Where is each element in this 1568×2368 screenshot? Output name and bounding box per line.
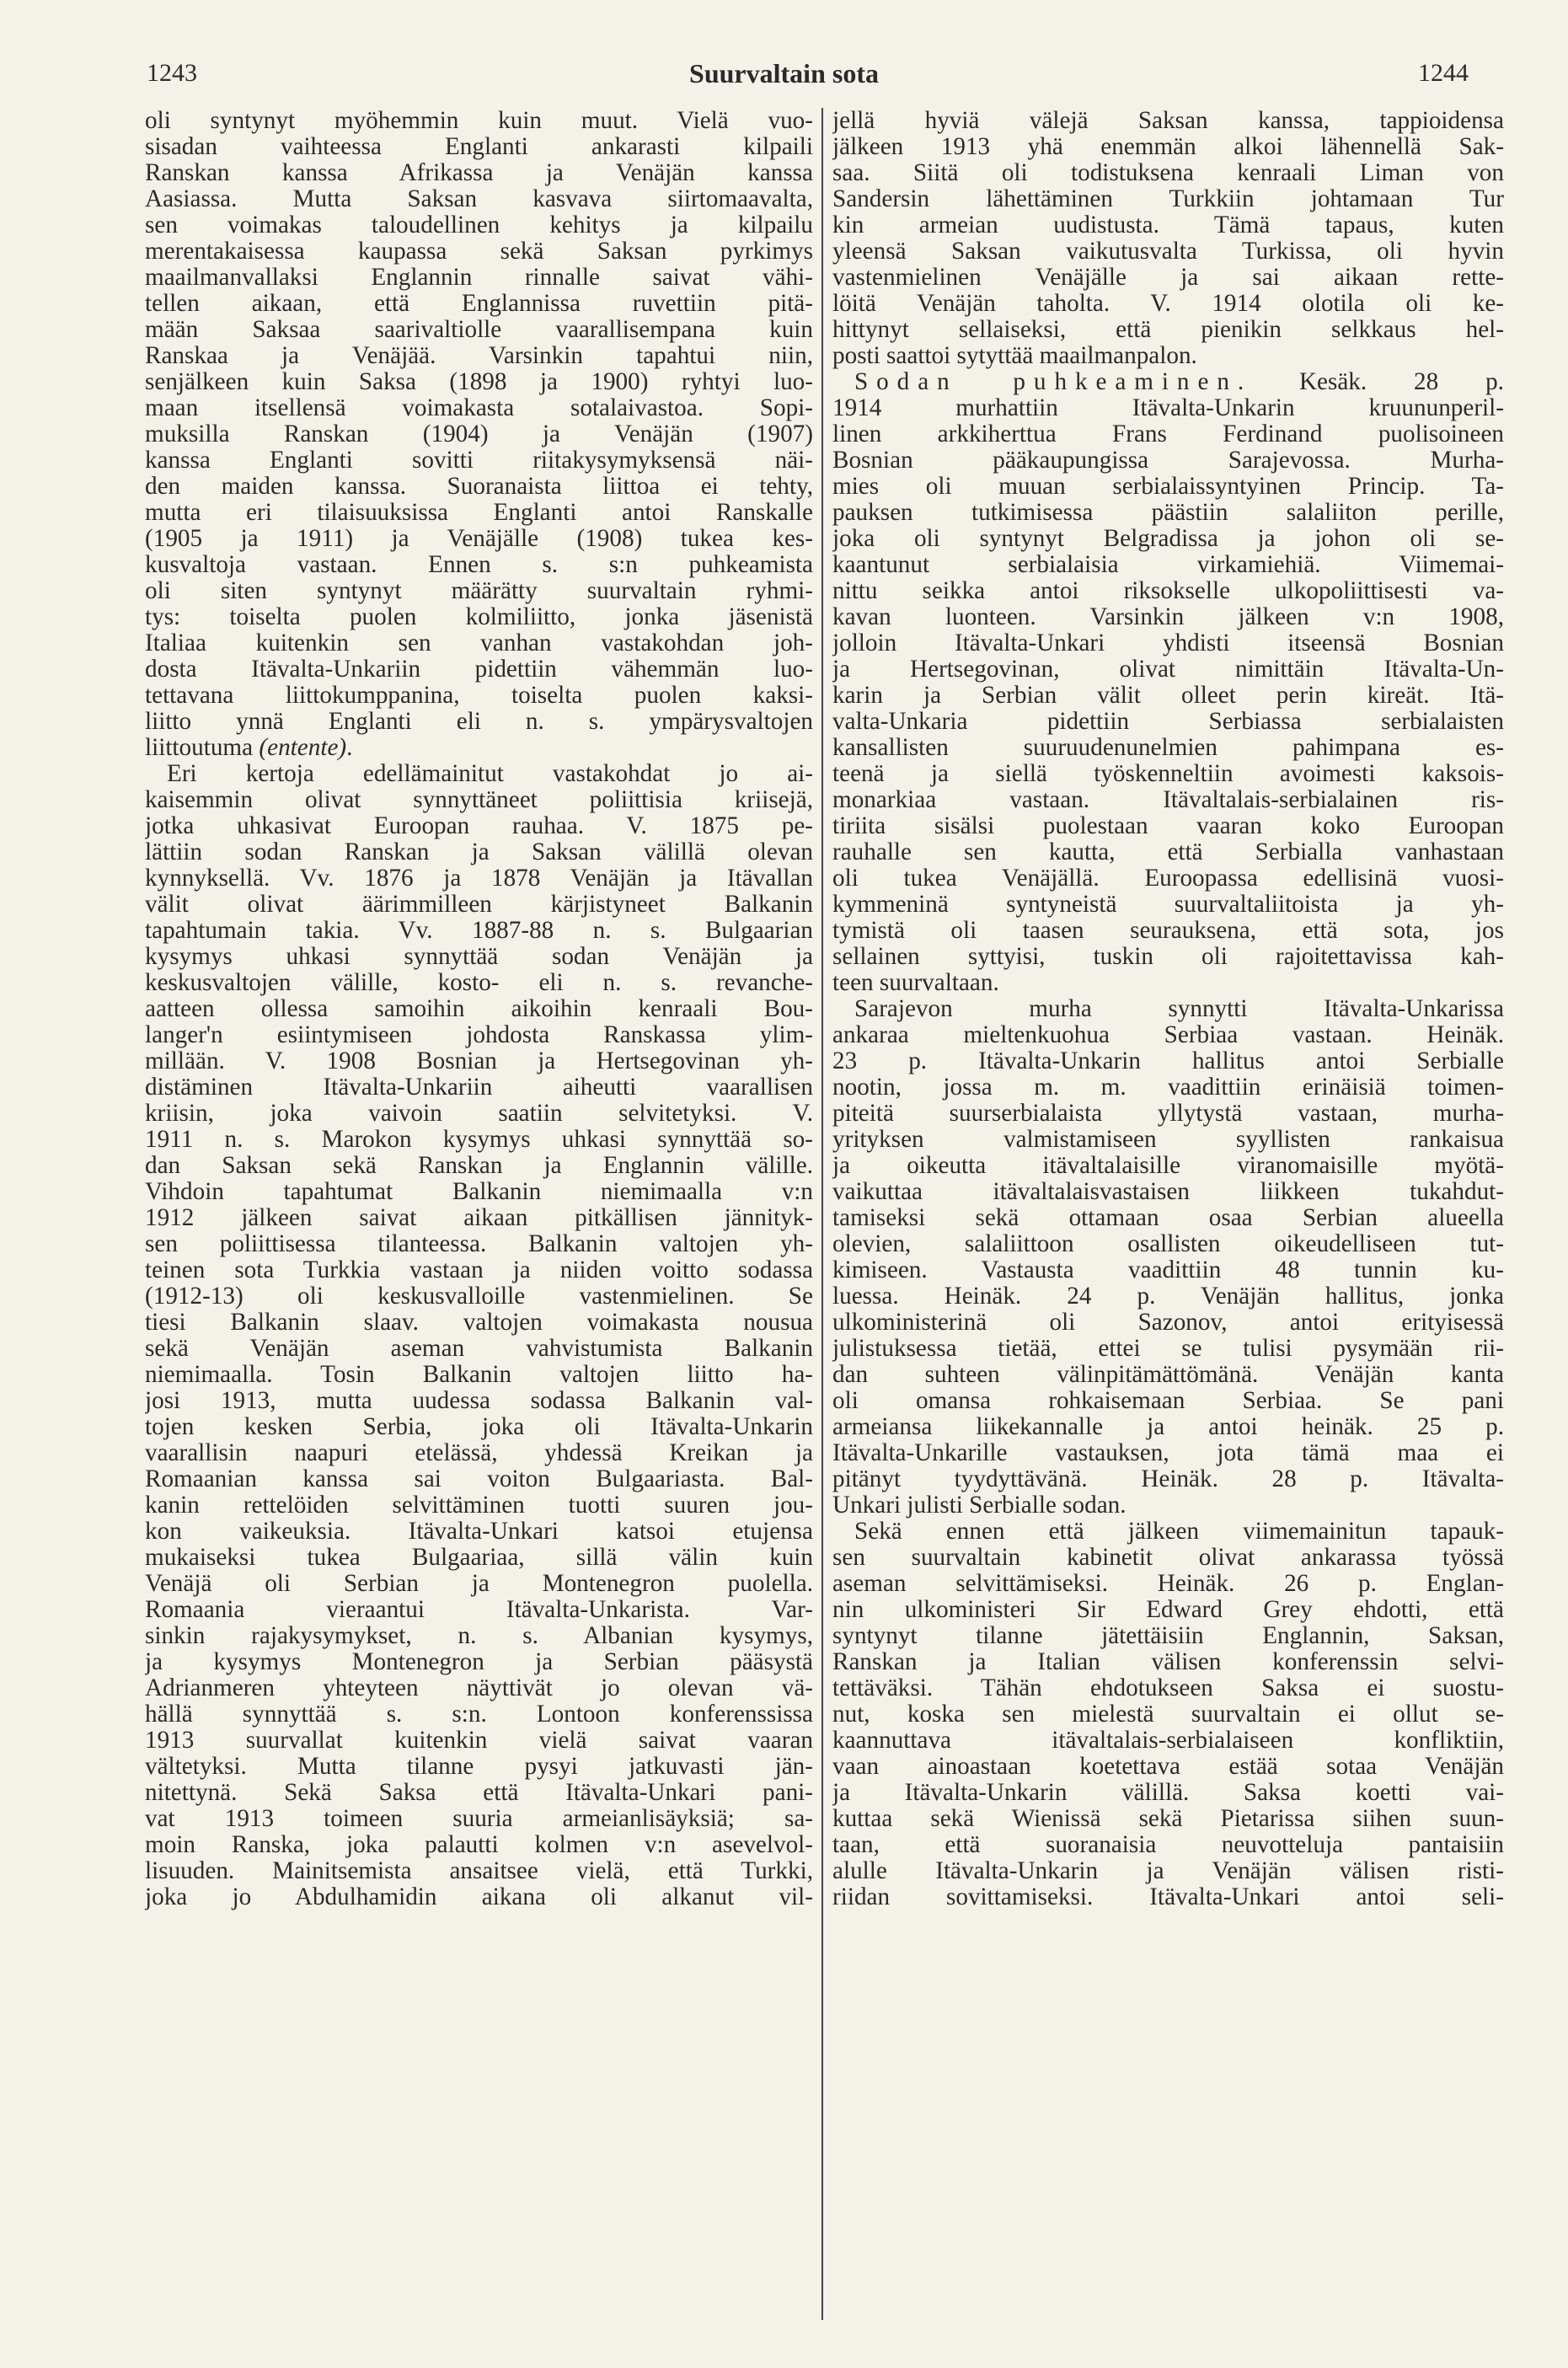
text-line (145, 709, 813, 735)
line-text: sen poliittisessa tilanteessa. Balkanin valtojen yh- (145, 1231, 813, 1257)
text-line (832, 892, 1504, 918)
text-line (832, 970, 1504, 996)
text-line (832, 500, 1504, 526)
text-line (832, 291, 1504, 317)
running-title: Suurvaltain sota (689, 58, 879, 88)
text-line (832, 1074, 1504, 1101)
text-line (832, 1571, 1504, 1597)
text-line (832, 1858, 1504, 1884)
text-line (145, 212, 813, 238)
text-line (832, 1701, 1504, 1728)
text-line (832, 552, 1504, 578)
line-text: posti saattoi sytyttää maailmanpalon. (832, 343, 1197, 369)
line-text: tellen aikaan, että Englannissa ruvettiin pitä- (145, 291, 813, 317)
line-text: Eri kertoja edellämainitut vastakohdat jo ai- (167, 761, 813, 787)
text-line (832, 1362, 1504, 1388)
line-text: josi 1913, mutta uudessa sodassa Balkanin val- (145, 1388, 813, 1414)
text-line (145, 944, 813, 970)
page-number-left: 1243 (147, 59, 197, 87)
text-line (832, 1832, 1504, 1858)
line-text: löitä Venäjän taholta. V. 1914 olotila oli ke- (832, 291, 1504, 317)
line-text: (1905 ja 1911) ja Venäjälle (1908) tukea kes- (145, 526, 813, 552)
text-line (832, 1492, 1504, 1519)
line-text: vaikuttaa itävaltalaisvastaisen liikkeen tukahdut- (832, 1179, 1504, 1205)
line-text: kusvaltoja vastaan. Ennen s. s:n puhkeamista (145, 552, 813, 578)
line-text: valta-Unkaria pidettiin Serbiassa serbialaisten (832, 709, 1504, 735)
line-text: liitto ynnä Englanti eli n. s. ympärysvaltojen (145, 709, 813, 735)
line-text: senjälkeen kuin Saksa (1898 ja 1900) ryhtyi luo- (145, 369, 813, 395)
text-line (832, 578, 1504, 604)
text-line (832, 160, 1504, 186)
line-text: sekä Venäjän aseman vahvistumista Balkanin (145, 1336, 813, 1362)
text-line (145, 265, 813, 291)
line-text: Romaania vieraantui Itävalta-Unkarista. Var- (145, 1597, 813, 1623)
line-text: yrityksen valmistamiseen syyllisten rankaisua (832, 1127, 1504, 1153)
line-text: kansallisten suuruudenunelmien pahimpana es- (832, 735, 1504, 761)
line-text: Unkari julisti Serbialle sodan. (832, 1492, 1126, 1519)
text-line (145, 343, 813, 369)
line-text: kaantunut serbialaisia virkamiehiä. Viimemai- (832, 552, 1504, 578)
line-text: millään. V. 1908 Bosnian ja Hertsegovinan yh- (145, 1048, 813, 1074)
line-text: nin ulkoministeri Sir Edward Grey ehdotti, että (832, 1597, 1504, 1623)
text-line (832, 735, 1504, 761)
text-line (832, 683, 1504, 709)
line-text-tail: . (346, 735, 353, 761)
line-text: sen suurvaltain kabinetit olivat ankarassa työssä (832, 1545, 1504, 1571)
line-text: teinen sota Turkkia vastaan ja niiden voitto sodassa (145, 1257, 813, 1283)
text-line (832, 1675, 1504, 1701)
line-text: Adrianmeren yhteyteen näyttivät jo olevan vä- (145, 1675, 813, 1701)
line-text: sen voimakas taloudellinen kehitys ja kilpailu (145, 212, 813, 238)
text-line (145, 1231, 813, 1257)
text-line (145, 1257, 813, 1283)
text-line (832, 656, 1504, 683)
text-line (832, 108, 1504, 134)
text-line (832, 918, 1504, 944)
line-text: aseman selvittämiseksi. Heinäk. 26 p. Englan- (832, 1571, 1504, 1597)
text-line (145, 813, 813, 839)
line-text: pitänyt tyydyttävänä. Heinäk. 28 p. Itävalta- (832, 1466, 1504, 1492)
line-text: kon vaikeuksia. Itävalta-Unkari katsoi etujensa (145, 1519, 813, 1545)
text-line (145, 1414, 813, 1440)
text-line (145, 892, 813, 918)
line-text: teen suurvaltaan. (832, 970, 999, 996)
text-line (145, 1153, 813, 1179)
text-line (145, 683, 813, 709)
text-line (145, 1806, 813, 1832)
line-text: kysymys uhkasi synnyttää sodan Venäjän ja (145, 944, 813, 970)
text-line (145, 839, 813, 865)
line-text: monarkiaa vastaan. Itävaltalais-serbialainen ris- (832, 787, 1504, 813)
line-text: langer'n esiintymiseen johdosta Ranskassa ylim- (145, 1022, 813, 1048)
text-line (832, 447, 1504, 474)
line-text: jellä hyviä välejä Saksan kanssa, tappioidensa (832, 108, 1504, 134)
text-line (832, 996, 1504, 1022)
text-line (832, 1623, 1504, 1649)
text-line (832, 1519, 1504, 1545)
text-line (145, 1022, 813, 1048)
right-text-column (832, 108, 1504, 1910)
text-line (832, 709, 1504, 735)
line-text: Ranskaa ja Venäjää. Varsinkin tapahtui niin, (145, 343, 813, 369)
line-text: tamiseksi sekä ottamaan osaa Serbian alueella (832, 1205, 1504, 1231)
line-text: tys: toiselta puolen kolmiliitto, jonka jäsenistä (145, 604, 813, 630)
line-text: maailmanvallaksi Englannin rinnalle saivat vähi- (145, 265, 813, 291)
line-text: luessa. Heinäk. 24 p. Venäjän hallitus, jonka (832, 1283, 1504, 1310)
line-text: Itävalta-Unkarille vastauksen, jota tämä maa ei (832, 1440, 1504, 1466)
line-text: kynnyksellä. Vv. 1876 ja 1878 Venäjän ja Itävallan (145, 865, 813, 892)
text-line (832, 1257, 1504, 1283)
line-text: ulkoministerinä oli Sazonov, antoi erityisessä (832, 1310, 1504, 1336)
line-text: Sarajevon murha synnytti Itävalta-Unkarissa (854, 996, 1504, 1022)
column-divider (821, 108, 823, 2320)
line-text: dan suhteen välinpitämättömänä. Venäjän kanta (832, 1362, 1504, 1388)
line-text: oli siten syntynyt määrätty suurvaltain ryhmi- (145, 578, 813, 604)
line-text: mies oli muuan serbialaissyntyinen Princip. Ta- (832, 474, 1504, 500)
text-line (832, 1754, 1504, 1780)
text-line (832, 1310, 1504, 1336)
line-text: kin armeian uudistusta. Tämä tapaus, kuten (832, 212, 1504, 238)
line-text: hittynyt sellaiseksi, että pienikin selkkaus hel- (832, 317, 1504, 343)
text-line (145, 1336, 813, 1362)
text-line (145, 526, 813, 552)
line-text: (1912-13) oli keskusvalloille vastenmielinen. Se (145, 1283, 813, 1310)
line-text: den maiden kanssa. Suoranaista liittoa ei tehty, (145, 474, 813, 500)
text-line (145, 1127, 813, 1153)
text-line (832, 1205, 1504, 1231)
text-line (832, 813, 1504, 839)
line-text: riidan sovittamiseksi. Itävalta-Unkari antoi seli- (832, 1884, 1504, 1910)
line-text: jälkeen 1913 yhä enemmän alkoi lähennellä Sak- (832, 134, 1504, 160)
section-heading: Sodan puhkeaminen. (854, 369, 1253, 395)
text-line (145, 291, 813, 317)
text-line (832, 1283, 1504, 1310)
line-text: kriisin, joka vaivoin saatiin selvitetyksi. V. (145, 1101, 813, 1127)
text-line (832, 238, 1504, 265)
line-text: Vihdoin tapahtumat Balkanin niemimaalla v:n (145, 1179, 813, 1205)
text-line (832, 1414, 1504, 1440)
text-line (832, 944, 1504, 970)
text-line (832, 865, 1504, 892)
line-text: pauksen tutkimisessa päästiin salaliiton perille, (832, 500, 1504, 526)
line-text: Kesäk. 28 p. (1252, 369, 1504, 395)
line-text: sinkin rajakysymykset, n. s. Albanian kysymys, (145, 1623, 813, 1649)
line-text: kaannuttava itävaltalais-serbialaiseen konfliktiin, (832, 1728, 1504, 1754)
text-line (145, 1623, 813, 1649)
italic-term: (entente) (259, 735, 347, 761)
text-line (145, 604, 813, 630)
text-line (145, 369, 813, 395)
line-text: aatteen ollessa samoihin aikoihin kenraali Bou- (145, 996, 813, 1022)
line-text: dosta Itävalta-Unkariin pidettiin vähemmän luo- (145, 656, 813, 683)
text-line (832, 1153, 1504, 1179)
line-text: lisuuden. Mainitsemista ansaitsee vielä, että Turkki, (145, 1858, 813, 1884)
line-text: Romaanian kanssa sai voiton Bulgaariasta. Bal- (145, 1466, 813, 1492)
line-text: lättiin sodan Ranskan ja Saksan välillä olevan (145, 839, 813, 865)
text-line (145, 1728, 813, 1754)
text-line (832, 1780, 1504, 1806)
text-line (145, 395, 813, 421)
text-line (832, 1048, 1504, 1074)
text-line (145, 108, 813, 134)
line-text: tettavana liittokumppanina, toiselta puolen kaksi- (145, 683, 813, 709)
line-text: jolloin Itävalta-Unkari yhdisti itseensä Bosnian (832, 630, 1504, 656)
text-line (145, 1492, 813, 1519)
line-text: tapahtumain takia. Vv. 1887-88 n. s. Bulgaarian (145, 918, 813, 944)
text-line (832, 1466, 1504, 1492)
text-line (832, 421, 1504, 447)
line-text: vaan ainoastaan koetettava estää sotaa Venäjän (832, 1754, 1504, 1780)
line-text: syntynyt tilanne jätettäisiin Englannin, Saksan, (832, 1623, 1504, 1649)
line-text: julistuksessa tietää, ettei se tulisi pysymään rii- (832, 1336, 1504, 1362)
line-text: hällä synnyttää s. s:n. Lontoon konferenssissa (145, 1701, 813, 1728)
line-text: liittoutuma (145, 735, 260, 761)
page-header (0, 0, 1568, 101)
line-text: keskusvaltojen välille, kosto- eli n. s. revanche- (145, 970, 813, 996)
line-text: nitettynä. Sekä Saksa että Itävalta-Unkari pani- (145, 1780, 813, 1806)
line-text: vastenmielinen Venäjälle ja sai aikaan rette- (832, 265, 1504, 291)
text-line (832, 1231, 1504, 1257)
text-line (832, 787, 1504, 813)
text-line (832, 604, 1504, 630)
text-line (145, 918, 813, 944)
line-text: maan itsellensä voimakasta sotalaivastoa. Sopi- (145, 395, 813, 421)
line-text: Italiaa kuitenkin sen vanhan vastakohdan joh- (145, 630, 813, 656)
line-text: ja Hertsegovinan, olivat nimittäin Itävalta-Un- (832, 656, 1504, 683)
text-line (832, 1728, 1504, 1754)
text-line (145, 1205, 813, 1231)
text-line (145, 578, 813, 604)
line-text: kavan luonteen. Varsinkin jälkeen v:n 1908, (832, 604, 1504, 630)
line-text: mukaiseksi tukea Bulgaariaa, sillä välin kuin (145, 1545, 813, 1571)
line-text: Bosnian pääkaupungissa Sarajevossa. Murha- (832, 447, 1504, 474)
line-text: oli tukea Venäjällä. Euroopassa edellisinä vuosi- (832, 865, 1504, 892)
line-text: tiriita sisälsi puolestaan vaaran koko Euroopan (832, 813, 1504, 839)
line-text: kymmeninä syntyneistä suurvaltaliitoista ja yh- (832, 892, 1504, 918)
text-line (832, 1127, 1504, 1153)
text-line (145, 1048, 813, 1074)
line-text: kanin rettelöiden selvittäminen tuotti suuren jou- (145, 1492, 813, 1519)
line-text: välit olivat äärimmilleen kärjistyneet Balkanin (145, 892, 813, 918)
text-line (145, 1754, 813, 1780)
text-line (145, 447, 813, 474)
text-line (145, 1858, 813, 1884)
line-text: mutta eri tilaisuuksissa Englanti antoi Ranskalle (145, 500, 813, 526)
text-line (145, 160, 813, 186)
line-text: merentakaisessa kaupassa sekä Saksan pyrkimys (145, 238, 813, 265)
line-text: saa. Siitä oli todistuksena kenraali Liman von (832, 160, 1504, 186)
text-line (832, 186, 1504, 212)
text-line (145, 761, 813, 787)
text-line (145, 1440, 813, 1466)
line-text: 1911 n. s. Marokon kysymys uhkasi synnyttää so- (145, 1127, 813, 1153)
text-line (145, 134, 813, 160)
line-text: tiesi Balkanin slaav. valtojen voimakasta nousua (145, 1310, 813, 1336)
text-line (145, 1649, 813, 1675)
text-line (145, 1101, 813, 1127)
line-text: taan, että suoranaisia neuvotteluja pantaisiin (832, 1832, 1504, 1858)
text-line (145, 421, 813, 447)
line-text: ja oikeutta itävaltalaisille viranomaisille myötä- (832, 1153, 1504, 1179)
text-line (832, 395, 1504, 421)
line-text: 1913 suurvallat kuitenkin vielä saivat vaaran (145, 1728, 813, 1754)
line-text: 1912 jälkeen saivat aikaan pitkällisen jännityk- (145, 1205, 813, 1231)
text-line (832, 839, 1504, 865)
text-line (145, 656, 813, 683)
text-line (145, 1545, 813, 1571)
text-line (145, 500, 813, 526)
text-line (145, 735, 813, 761)
text-line (145, 1701, 813, 1728)
line-text: jotka uhkasivat Euroopan rauhaa. V. 1875 pe- (145, 813, 813, 839)
text-line (832, 1597, 1504, 1623)
line-text: nootin, jossa m. m. vaadittiin erinäisiä toimen- (832, 1074, 1504, 1101)
text-line (832, 1022, 1504, 1048)
line-text: olevien, salaliittoon osallisten oikeudelliseen tut- (832, 1231, 1504, 1257)
line-text: Ranskan ja Italian välisen konferenssin selvi- (832, 1649, 1504, 1675)
line-text: dan Saksan sekä Ranskan ja Englannin välille. (145, 1153, 813, 1179)
text-line (145, 238, 813, 265)
text-line (145, 787, 813, 813)
line-text: vaarallisin naapuri etelässä, yhdessä Kreikan ja (145, 1440, 813, 1466)
text-line (832, 761, 1504, 787)
line-text: distäminen Itävalta-Unkariin aiheutti vaarallisen (145, 1074, 813, 1101)
text-line (145, 552, 813, 578)
line-text: rauhalle sen kautta, että Serbialla vanhastaan (832, 839, 1504, 865)
line-text: joka oli syntynyt Belgradissa ja johon oli se- (832, 526, 1504, 552)
line-text: muksilla Ranskan (1904) ja Venäjän (1907) (145, 421, 813, 447)
line-text: 1914 murhattiin Itävalta-Unkarin kruununperil- (832, 395, 1504, 421)
line-text: Sekä ennen että jälkeen viimemainitun tapauk- (854, 1519, 1504, 1545)
line-text: nut, koska sen mielestä suurvaltain ei ollut se- (832, 1701, 1504, 1728)
text-line (832, 1545, 1504, 1571)
line-text: Sandersin lähettäminen Turkkiin johtamaan Tur (832, 186, 1504, 212)
text-line (145, 1519, 813, 1545)
line-text: kaisemmin olivat synnyttäneet poliittisia kriisejä, (145, 787, 813, 813)
text-line (145, 1597, 813, 1623)
line-text: Venäjä oli Serbian ja Montenegron puolella. (145, 1571, 813, 1597)
text-line (832, 526, 1504, 552)
text-line (832, 265, 1504, 291)
text-line (145, 1310, 813, 1336)
line-text: tojen kesken Serbia, joka oli Itävalta-Unkarin (145, 1414, 813, 1440)
text-line (832, 1388, 1504, 1414)
line-text: Ranskan kanssa Afrikassa ja Venäjän kanssa (145, 160, 813, 186)
text-line (145, 1283, 813, 1310)
text-line (145, 186, 813, 212)
line-text: 23 p. Itävalta-Unkarin hallitus antoi Serbialle (832, 1048, 1504, 1074)
text-line (145, 630, 813, 656)
page-number-right: 1244 (1418, 59, 1469, 87)
text-line (832, 1336, 1504, 1362)
text-line (145, 474, 813, 500)
text-line (832, 1884, 1504, 1910)
line-text: piteitä suurserbialaista yllytystä vastaan, murha- (832, 1101, 1504, 1127)
text-line (145, 865, 813, 892)
text-line (145, 1780, 813, 1806)
text-line (832, 474, 1504, 500)
line-text: sellainen syttyisi, tuskin oli rajoitettavissa kah- (832, 944, 1504, 970)
text-line (832, 1101, 1504, 1127)
text-line (145, 1362, 813, 1388)
text-line (145, 1388, 813, 1414)
line-text: kimiseen. Vastausta vaadittiin 48 tunnin ku- (832, 1257, 1504, 1283)
text-line (832, 317, 1504, 343)
line-text: kuttaa sekä Wienissä sekä Pietarissa siihen suun- (832, 1806, 1504, 1832)
line-text: alulle Itävalta-Unkarin ja Venäjän välisen risti- (832, 1858, 1504, 1884)
line-text: ja Itävalta-Unkarin välillä. Saksa koetti vai- (832, 1780, 1504, 1806)
text-line (832, 630, 1504, 656)
text-line (145, 996, 813, 1022)
line-text: vat 1913 toimeen suuria armeianlisäyksiä; sa- (145, 1806, 813, 1832)
text-line (145, 1466, 813, 1492)
text-line (145, 970, 813, 996)
line-text: kanssa Englanti sovitti riitakysymyksensä näi- (145, 447, 813, 474)
text-line (145, 1832, 813, 1858)
text-line (145, 1074, 813, 1101)
line-text: joka jo Abdulhamidin aikana oli alkanut vil- (145, 1884, 813, 1910)
text-line (832, 1440, 1504, 1466)
line-text: oli omansa rohkaisemaan Serbiaa. Se pani (832, 1388, 1504, 1414)
line-text: vältetyksi. Mutta tilanne pysyi jatkuvasti jän- (145, 1754, 813, 1780)
line-text: mään Saksaa saarivaltiolle vaarallisempana kuin (145, 317, 813, 343)
line-text: ja kysymys Montenegron ja Serbian pääsystä (145, 1649, 813, 1675)
text-line (832, 1806, 1504, 1832)
line-text: oli syntynyt myöhemmin kuin muut. Vielä vuo- (145, 108, 813, 134)
text-line (145, 317, 813, 343)
line-text: nittu seikka antoi riksokselle ulkopoliittisesti va- (832, 578, 1504, 604)
text-line (832, 1179, 1504, 1205)
text-line (832, 369, 1504, 395)
line-text: karin ja Serbian välit olleet perin kireät. Itä- (832, 683, 1504, 709)
line-text: ankaraa mieltenkuohua Serbiaa vastaan. Heinäk. (832, 1022, 1504, 1048)
text-line (832, 1649, 1504, 1675)
text-line (145, 1884, 813, 1910)
text-line (145, 1179, 813, 1205)
text-line (145, 1675, 813, 1701)
left-text-column (145, 108, 813, 1910)
line-text: armeiansa liikekannalle ja antoi heinäk. 25 p. (832, 1414, 1504, 1440)
line-text: yleensä Saksan vaikutusvalta Turkissa, oli hyvin (832, 238, 1504, 265)
line-text: linen arkkiherttua Frans Ferdinand puolisoineen (832, 421, 1504, 447)
line-text: Aasiassa. Mutta Saksan kasvava siirtomaavalta, (145, 186, 813, 212)
line-text: tettäväksi. Tähän ehdotukseen Saksa ei suostu- (832, 1675, 1504, 1701)
line-text: niemimaalla. Tosin Balkanin valtojen liitto ha- (145, 1362, 813, 1388)
text-line (145, 1571, 813, 1597)
text-line (832, 134, 1504, 160)
line-text: sisadan vaihteessa Englanti ankarasti kilpaili (145, 134, 813, 160)
line-text: teenä ja siellä työskenneltiin avoimesti kaksois- (832, 761, 1504, 787)
text-line (832, 343, 1504, 369)
line-text: moin Ranska, joka palautti kolmen v:n asevelvol- (145, 1832, 813, 1858)
text-line (832, 212, 1504, 238)
line-text: tymistä oli taasen seurauksena, että sota, jos (832, 918, 1504, 944)
